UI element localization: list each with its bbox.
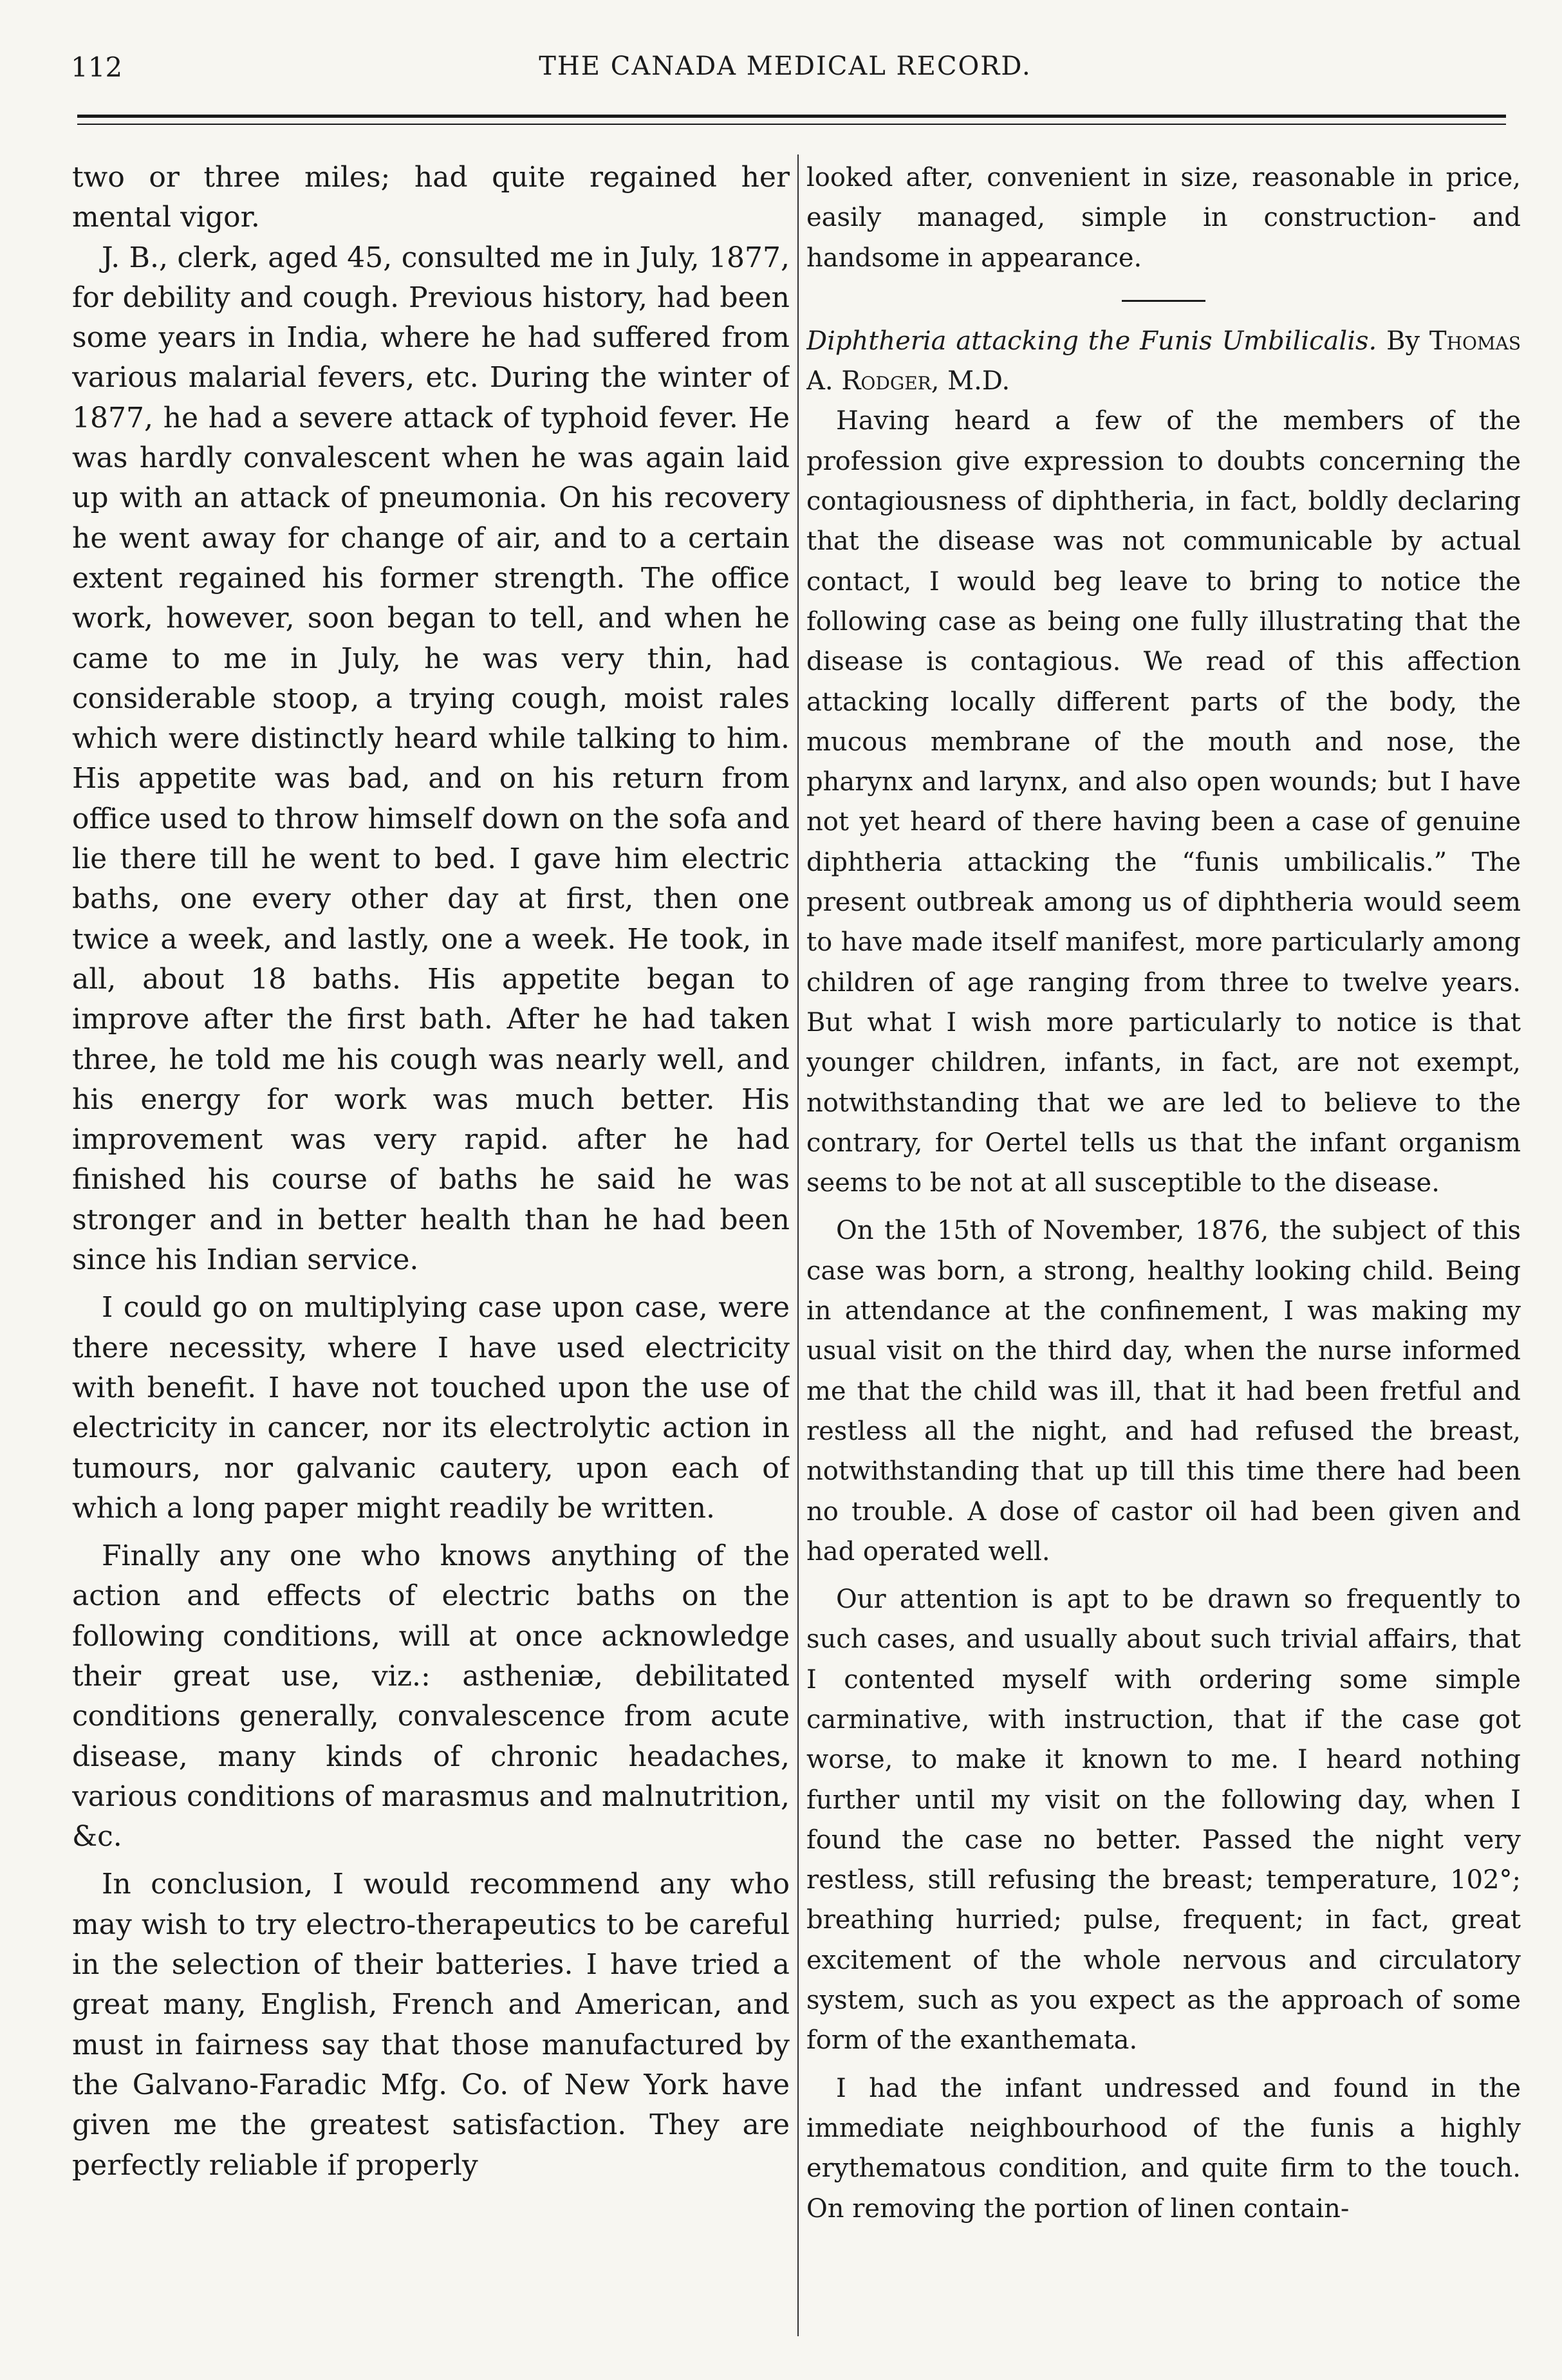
left-paragraph-5: In conclusion, I would recommend any who may wish to try electro-therapeutics to be careful in the selection of their batteries. I have tried a great many, English, French and American, and must in fairness say that those manufactured by the Galvano-Faradic Mfg. Co. of New York have given me the greatest satisfaction. They are perfectly reliable if properly (72, 1868, 790, 2182)
right-paragraph-2: Having heard a few of the members of the profession give expression to doubts concerning the contagiousness of diphtheria, in fact, boldly declaring that the disease was not communicable by actual contact, I would beg leave to bring to notice the following case as being one fully illustrating that the disease is contagious. We read of this affection attacking locally different parts of the body, the mucous membrane of the mouth and nose, the pharynx and larynx, and also open wounds; but I have not yet heard of there having been a case of genuine diphtheria attacking the “funis umbilicalis.” The present outbreak among us of diphtheria would seem to have made itself manifest, more particularly among children of age ranging from three to twelve years. But what I wish more particularly to notice is that younger children, infants, in fact, are not exempt, notwithstanding that we are led to believe to the contrary, for Oertel tells us that the infant organism seems to be not at all susceptible to the disease. (806, 406, 1521, 1198)
article-author: Thomas A. Rodger, M.D. (806, 326, 1521, 396)
column-divider (797, 154, 799, 2336)
page-header (71, 51, 1500, 97)
left-column (72, 158, 790, 2333)
header-rule-thick (77, 115, 1506, 118)
byline-by: By (1386, 326, 1420, 356)
right-paragraph-5: I had the infant undressed and found in the immediate neighbourhood of the funis a highly erythematous condition, and quite firm to the touch. On removing the portion of linen contain- (806, 2073, 1521, 2224)
left-paragraph-2: J. B., clerk, aged 45, consulted me in July, 1877, for debility and cough. Previous history, had been some years in India, where he had suffered from various malarial fevers, etc. During the winter of 1877, he had a severe attack of typhoid fever. He was hardly convalescent when he was again laid up with an attack of pneumonia. On his recovery he went away for change of air, and to a certain extent regained his former strength. The office work, however, soon began to tell, and when he came to me in July, he was very thin, had considerable stoop, a trying cough, moist rales which were distinctly heard while talking to him. His appetite was bad, and on his return from office used to throw himself down on the sofa and lie there till he went to bed. I gave him electric baths, one every other day at first, then one twice a week, and lastly, one a week. He took, in all, about 18 baths. His appetite began to improve after the first bath. After he had taken three, he told me his cough was nearly well, and his energy for work was much better. His improvement was very rapid. after he had finished his course of baths he said he was stronger and in better health than he had been since his Indian service. (72, 241, 790, 1277)
article-heading (806, 321, 1521, 402)
right-paragraph-1: looked after, convenient in size, reasonable in price, easily managed, simple in construction- and handsome in appearance. (806, 163, 1521, 273)
right-paragraph-3: On the 15th of November, 1876, the subject of this case was born, a strong, healthy looking child. Being in attendance at the confinement, I was making my usual visit on the third day, when the nurse informed me that the child was ill, that it had been fretful and restless all the night, and had refused the breast, notwithstanding that up till this time there had been no trouble. A dose of castor oil had been given and had operated well. (806, 1216, 1521, 1567)
page-number: 112 (71, 51, 123, 83)
section-separator (1122, 300, 1205, 302)
right-paragraph-4: Our attention is apt to be drawn so frequently to such cases, and usually about such trivial affairs, that I contented myself with ordering some simple carminative, with instruction, that if the case got worse, to make it known to me. I heard nothing further until my visit on the following day, when I found the case no better. Passed the night very restless, still refusing the breast; temperature, 102°; breathing hurried; pulse, frequent; in fact, great excitement of the whole nervous and circulatory system, such as you expect as the approach of some form of the exanthemata. (806, 1585, 1521, 2056)
article-title: Diphtheria attacking the Funis Umbilicalis. (806, 326, 1377, 356)
left-paragraph-3: I could go on multiplying case upon case, were there necessity, where I have used electricity with benefit. I have not touched upon the use of electricity in cancer, nor its electrolytic action in tumours, nor galvanic cautery, upon each of which a long paper might readily be written. (72, 1291, 790, 1525)
right-column (806, 158, 1521, 2333)
left-paragraph-4: Finally any one who knows anything of the action and effects of electric baths on the following conditions, will at once acknowledge their great use, viz.: astheniæ, debilitated conditions generally, convalescence from acute disease, many kinds of chronic headaches, various conditions of marasmus and malnutrition, &c. (72, 1539, 790, 1854)
header-rule-thin (77, 124, 1506, 125)
journal-title: THE CANADA MEDICAL RECORD. (539, 51, 1032, 81)
left-paragraph-1: two or three miles; had quite regained her mental vigor. (72, 161, 790, 234)
